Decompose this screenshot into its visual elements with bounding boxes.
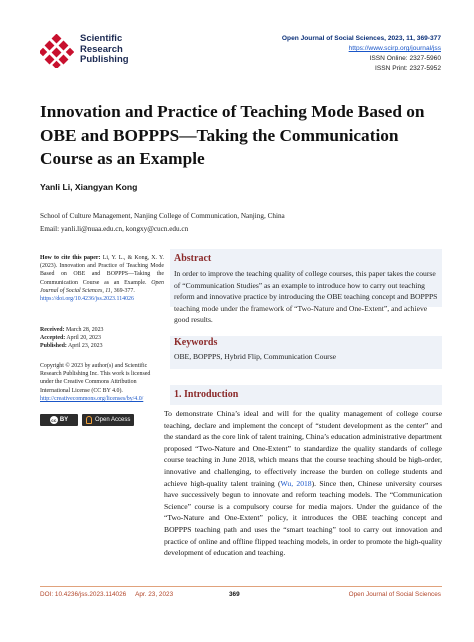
footer-divider bbox=[40, 586, 442, 587]
license-badges bbox=[40, 414, 134, 426]
publisher-name bbox=[80, 34, 129, 66]
open-lock-icon bbox=[86, 416, 92, 424]
abstract-heading: Abstract bbox=[174, 253, 212, 264]
published-date: April 23, 2023 bbox=[68, 343, 103, 350]
footer-doi bbox=[40, 591, 173, 598]
publisher-name-line: Research bbox=[80, 43, 123, 55]
paper-title: Innovation and Practice of Teaching Mode Based on OBE and BOPPPS—Taking the Communication Course as an Example bbox=[40, 102, 425, 168]
paper-authors: Yanli Li, Xiangyan Kong bbox=[40, 182, 138, 192]
page-number: 369 bbox=[229, 591, 240, 598]
publisher-name-line: Scientific bbox=[80, 33, 123, 44]
affiliation: School of Culture Management, Nanjing College of Communication, Nanjing, China bbox=[40, 212, 285, 220]
how-to-cite bbox=[40, 254, 164, 303]
keywords-text: OBE, BOPPPS, Hybrid Flip, Communication Course bbox=[174, 352, 337, 361]
open-access-badge bbox=[82, 414, 134, 426]
footer-date: Apr. 23, 2023 bbox=[135, 591, 174, 598]
introduction-text bbox=[164, 408, 442, 559]
intro-text-before: To demonstrate China’s ideal and will for the quality management of college course teaching, declare and implement the concept of “student development as the center” and the standard as the core link of talent training, China’s education administrative department proposed “Two-Nature and One-Extent” to standardize the quality standards of college course teaching in June 2018, which means that the course teaching should be high-order, innovative and challenging, to effectively increase the burden on college students and achieve high-quality talent training ( bbox=[164, 409, 442, 488]
intro-text-after: ). Since then, Chinese university courses have successively begun to innovate and reform teaching models. The “Communication Science” course is a compulsory course for media majors. Under the guidance of the “Two-Nature and One-Extent” policy, it introduces the OBE teaching concept and BOPPPS teaching path and uses the “smart teaching” tool to carry out innovation and practice of online and offline flipped teaching models, in order to promote the high-quality development of education and teaching. bbox=[164, 478, 443, 558]
received-date: March 28, 2023 bbox=[66, 327, 104, 333]
issn-print: ISSN Print: 2327-5952 bbox=[375, 65, 441, 72]
cite-text: Li, Y. L., & Kong, X. Y. (2023). Innovation and Practice of Teaching Mode Based on OBE and BOPPPS—Taking the Communication Course as an Example. bbox=[40, 255, 165, 286]
cite-pages: 369-377. bbox=[113, 287, 135, 294]
issn-online: ISSN Online: 2327-5960 bbox=[369, 55, 441, 62]
introduction-heading: 1. Introduction bbox=[174, 389, 239, 400]
journal-url-link[interactable]: https://www.scirp.org/journal/jss bbox=[348, 45, 441, 52]
scirp-logo-mark bbox=[40, 34, 74, 68]
copyright-notice bbox=[40, 362, 164, 403]
open-access-label: Open Access bbox=[95, 417, 131, 423]
journal-info bbox=[282, 34, 441, 74]
cc-icon: cc bbox=[51, 417, 57, 423]
footer-journal: Open Journal of Social Sciences bbox=[348, 591, 441, 598]
received-label: Received: bbox=[40, 327, 65, 333]
license-link[interactable]: http://creativecommons.org/licenses/by/4.0/ bbox=[40, 395, 144, 402]
affiliation-block bbox=[40, 210, 285, 235]
copyright-text: Copyright © 2023 by author(s) and Scientific Research Publishing Inc. This work is licensed under the Creative Commons Attribution International License (CC BY 4.0). bbox=[40, 363, 151, 394]
doi-link[interactable]: https://doi.org/10.4236/jss.2023.114026 bbox=[40, 296, 134, 303]
publication-dates bbox=[40, 326, 164, 350]
cite-label: How to cite this paper: bbox=[40, 255, 101, 261]
reference-link[interactable]: Wu, 2018 bbox=[280, 478, 312, 488]
cc-by-label: BY bbox=[59, 417, 69, 423]
keywords-heading: Keywords bbox=[174, 337, 218, 348]
cc-by-badge[interactable] bbox=[40, 414, 78, 426]
accepted-date: April 20, 2023 bbox=[66, 335, 101, 342]
cite-journal: Open Journal of Social Sciences, 11, bbox=[40, 279, 164, 294]
accepted-label: Accepted: bbox=[40, 335, 66, 342]
publisher-name-line: Publishing bbox=[80, 54, 129, 65]
abstract-text: In order to improve the teaching quality of college courses, this paper takes the course of “Communication Studies” as an example to introduce how to carry out teaching reform and innovative practice by introducing the OBE teaching concept and BOPPPS teaching mode under the framework of “Two-Nature and One-Extent”, and achieve good results. bbox=[174, 269, 438, 325]
journal-citation: Open Journal of Social Sciences, 2023, 11, 369-377 bbox=[281, 35, 441, 42]
published-label: Published: bbox=[40, 343, 67, 350]
footer-doi-text: DOI: 10.4236/jss.2023.114026 bbox=[40, 591, 127, 598]
author-email: Email: yanli.li@nuaa.edu.cn, kongxy@cucn.edu.cn bbox=[40, 224, 189, 233]
